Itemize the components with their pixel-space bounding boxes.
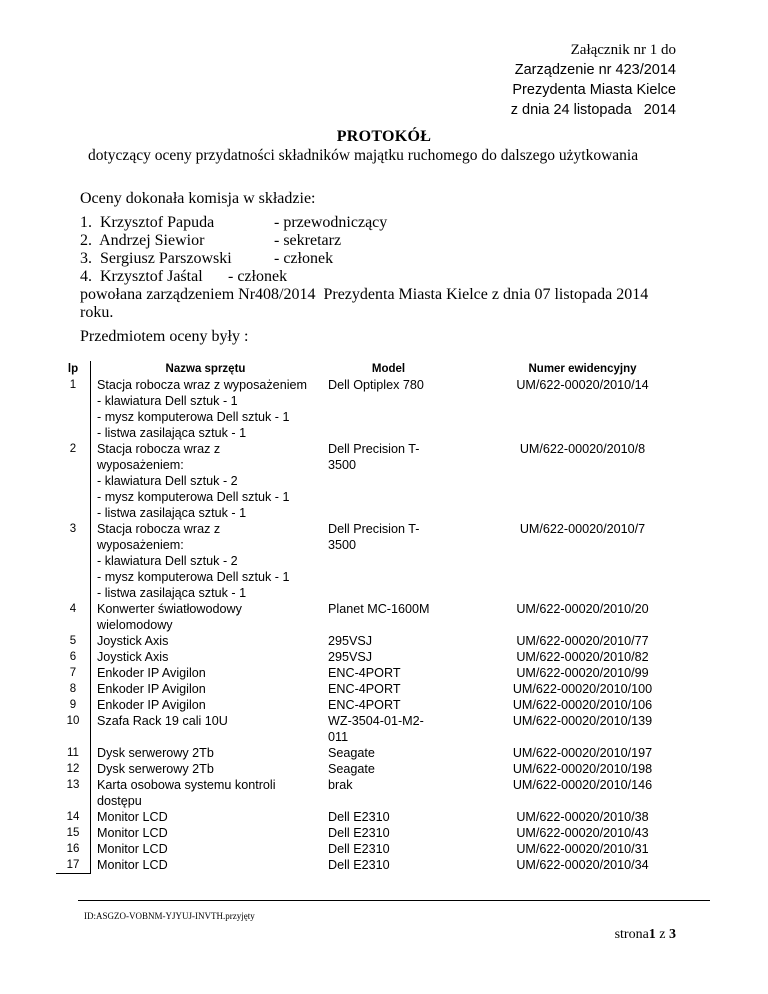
name-line: Konwerter światłowodowy (97, 602, 242, 616)
table-row (56, 745, 708, 761)
model-line: 295VSJ (328, 650, 373, 664)
cell-lp: 16 (56, 841, 91, 857)
cell-name (91, 809, 321, 825)
page-prefix: strona (614, 927, 649, 942)
cell-name (91, 521, 321, 601)
cell-lp: 14 (56, 809, 91, 825)
member-role: - członek (228, 268, 288, 285)
footer-divider (78, 900, 710, 901)
cell-model (320, 761, 457, 777)
table-row (56, 601, 708, 633)
member-role: - sekretarz (274, 232, 342, 249)
cell-name (91, 713, 321, 745)
annex-header (511, 40, 676, 120)
cell-model (320, 633, 457, 649)
name-line: - listwa zasilająca sztuk - 1 (97, 506, 247, 520)
page-current: 1 (648, 927, 656, 942)
name-line: - klawiatura Dell sztuk - 1 (97, 394, 238, 408)
page-separator: z (655, 927, 669, 942)
name-line: Monitor LCD (97, 858, 168, 872)
table-body (56, 377, 708, 874)
cell-name (91, 649, 321, 665)
name-line: - mysz komputerowa Dell sztuk - 1 (97, 490, 290, 504)
cell-number: UM/622-00020/2010/82 (516, 650, 649, 664)
document-subtitle: dotyczący oceny przydatności składników majątku ruchomego do dalszego użytkowania (88, 147, 639, 164)
annex-line-4: z dnia 24 listopada 2014 (510, 102, 676, 118)
model-line: Dell Precision T- (328, 442, 420, 456)
cell-lp: 7 (56, 665, 91, 681)
cell-model (320, 681, 457, 697)
cell-model (320, 857, 457, 874)
table-row (56, 681, 708, 697)
cell-lp: 9 (56, 697, 91, 713)
model-line: Dell E2310 (328, 810, 390, 824)
name-line: wielomodowy (97, 618, 173, 632)
annex-line-1: Załącznik nr 1 do (570, 42, 676, 58)
cell-lp: 11 (56, 745, 91, 761)
table-row (56, 649, 708, 665)
cell-number: UM/622-00020/2010/31 (516, 842, 649, 856)
model-line: Seagate (328, 746, 375, 760)
cell-model (320, 441, 457, 521)
cell-name (91, 777, 321, 809)
member-name: 1. Krzysztof Papuda (80, 214, 215, 231)
table-header-row (56, 361, 708, 377)
cell-lp: 8 (56, 681, 91, 697)
cell-lp: 2 (56, 441, 91, 521)
cell-model (320, 521, 457, 601)
header-name: Nazwa sprzętu (165, 363, 246, 375)
table-row (56, 377, 708, 441)
cell-number: UM/622-00020/2010/20 (516, 602, 649, 616)
name-line: Enkoder IP Avigilon (97, 698, 206, 712)
model-line: 3500 (328, 538, 357, 552)
cell-lp: 3 (56, 521, 91, 601)
appointment-note: powołana zarządzeniem Nr408/2014 Prezydenta Miasta Kielce z dnia 07 listopada 2014 roku. (80, 286, 653, 321)
cell-lp: 12 (56, 761, 91, 777)
cell-name (91, 745, 321, 761)
cell-name (91, 825, 321, 841)
cell-name (91, 857, 321, 874)
cell-name (91, 761, 321, 777)
name-line: dostępu (97, 794, 142, 808)
member-role: - członek (274, 250, 334, 267)
name-line: Stacja robocza wraz z wyposażeniem (97, 378, 307, 392)
cell-number: UM/622-00020/2010/198 (512, 762, 653, 776)
cell-model (320, 377, 457, 441)
cell-lp: 13 (56, 777, 91, 809)
cell-number: UM/622-00020/2010/146 (512, 778, 653, 792)
model-line: Dell Precision T- (328, 522, 420, 536)
model-line: ENC-4PORT (328, 682, 401, 696)
name-line: - mysz komputerowa Dell sztuk - 1 (97, 410, 290, 424)
name-line: - listwa zasilająca sztuk - 1 (97, 586, 247, 600)
model-line: Dell E2310 (328, 858, 390, 872)
header-model: Model (371, 363, 406, 375)
table-row (56, 665, 708, 681)
name-line: Monitor LCD (97, 826, 168, 840)
model-line: Dell Optiplex 780 (328, 378, 424, 392)
cell-model (320, 777, 457, 809)
name-line: wyposażeniem: (97, 538, 184, 552)
page-total: 3 (669, 927, 676, 942)
cell-number: UM/622-00020/2010/8 (519, 442, 646, 456)
cell-lp: 6 (56, 649, 91, 665)
table-row (56, 441, 708, 521)
cell-lp: 1 (56, 377, 91, 441)
model-line: Seagate (328, 762, 375, 776)
name-line: wyposażeniem: (97, 458, 184, 472)
header-number: Numer ewidencyjny (528, 363, 637, 375)
cell-number: UM/622-00020/2010/77 (516, 634, 649, 648)
cell-number: UM/622-00020/2010/38 (516, 810, 649, 824)
name-line: - mysz komputerowa Dell sztuk - 1 (97, 570, 290, 584)
model-line: 011 (328, 730, 349, 744)
cell-model (320, 825, 457, 841)
table-row (56, 809, 708, 825)
cell-number: UM/622-00020/2010/100 (512, 682, 653, 696)
name-line: Joystick Axis (97, 634, 169, 648)
model-line: Dell E2310 (328, 826, 390, 840)
name-line: Stacja robocza wraz z (97, 522, 221, 536)
cell-model (320, 713, 457, 745)
model-line: Planet MC-1600M (328, 602, 430, 616)
annex-line-3: Prezydenta Miasta Kielce (512, 82, 676, 98)
model-line: 295VSJ (328, 634, 373, 648)
name-line: Dysk serwerowy 2Tb (97, 762, 214, 776)
cell-name (91, 681, 321, 697)
cell-name (91, 377, 321, 441)
cell-model (320, 665, 457, 681)
member-name: 2. Andrzej Siewior (80, 232, 205, 249)
name-line: Monitor LCD (97, 810, 168, 824)
document-title: PROTOKÓŁ (336, 128, 432, 145)
name-line: Dysk serwerowy 2Tb (97, 746, 214, 760)
cell-number: UM/622-00020/2010/7 (519, 522, 646, 536)
name-line: Enkoder IP Avigilon (97, 682, 206, 696)
model-line: Dell E2310 (328, 842, 390, 856)
name-line: Joystick Axis (97, 650, 169, 664)
cell-model (320, 649, 457, 665)
table-row (56, 521, 708, 601)
cell-model (320, 601, 457, 633)
member-name: 4. Krzysztof Jaśtal (80, 268, 203, 285)
document-id: ID:ASGZO-VOBNM-YJYUJ-INVTH.przyjęty (84, 911, 255, 921)
cell-number: UM/622-00020/2010/139 (512, 714, 653, 728)
subject-intro: Przedmiotem oceny były : (80, 328, 249, 345)
name-line: - klawiatura Dell sztuk - 2 (97, 474, 238, 488)
cell-lp: 10 (56, 713, 91, 745)
name-line: Szafa Rack 19 cali 10U (97, 714, 228, 728)
table-row (56, 633, 708, 649)
member-name: 3. Sergiusz Parszowski (80, 250, 232, 267)
page-indicator (615, 927, 676, 943)
cell-number: UM/622-00020/2010/99 (516, 666, 649, 680)
cell-name (91, 601, 321, 633)
table-row (56, 777, 708, 809)
table-row (56, 713, 708, 745)
table-row (56, 697, 708, 713)
cell-name (91, 665, 321, 681)
commission-intro: Oceny dokonała komisja w składzie: (80, 190, 316, 207)
table-row (56, 857, 708, 874)
cell-model (320, 697, 457, 713)
name-line: Monitor LCD (97, 842, 168, 856)
cell-number: UM/622-00020/2010/106 (512, 698, 653, 712)
cell-number: UM/622-00020/2010/197 (512, 746, 653, 760)
table-row (56, 761, 708, 777)
cell-lp: 15 (56, 825, 91, 841)
model-line: WZ-3504-01-M2- (328, 714, 424, 728)
cell-name (91, 697, 321, 713)
model-line: 3500 (328, 458, 357, 472)
cell-name (91, 841, 321, 857)
assets-table (56, 361, 708, 874)
table-row (56, 841, 708, 857)
member-role: - przewodniczący (274, 214, 388, 231)
name-line: Stacja robocza wraz z (97, 442, 221, 456)
cell-name (91, 633, 321, 649)
cell-model (320, 745, 457, 761)
model-line: ENC-4PORT (328, 698, 401, 712)
cell-lp: 17 (56, 857, 91, 874)
cell-lp: 5 (56, 633, 91, 649)
model-line: brak (328, 778, 353, 792)
cell-number: UM/622-00020/2010/34 (516, 858, 649, 872)
annex-line-2: Zarządzenie nr 423/2014 (514, 62, 676, 78)
cell-name (91, 441, 321, 521)
cell-number: UM/622-00020/2010/14 (516, 378, 649, 392)
cell-lp: 4 (56, 601, 91, 633)
name-line: - listwa zasilająca sztuk - 1 (97, 426, 247, 440)
table-row (56, 825, 708, 841)
cell-number: UM/622-00020/2010/43 (516, 826, 649, 840)
header-lp: lp (56, 361, 91, 377)
cell-model (320, 841, 457, 857)
model-line: ENC-4PORT (328, 666, 401, 680)
name-line: - klawiatura Dell sztuk - 2 (97, 554, 238, 568)
cell-model (320, 809, 457, 825)
name-line: Karta osobowa systemu kontroli (97, 778, 276, 792)
name-line: Enkoder IP Avigilon (97, 666, 206, 680)
